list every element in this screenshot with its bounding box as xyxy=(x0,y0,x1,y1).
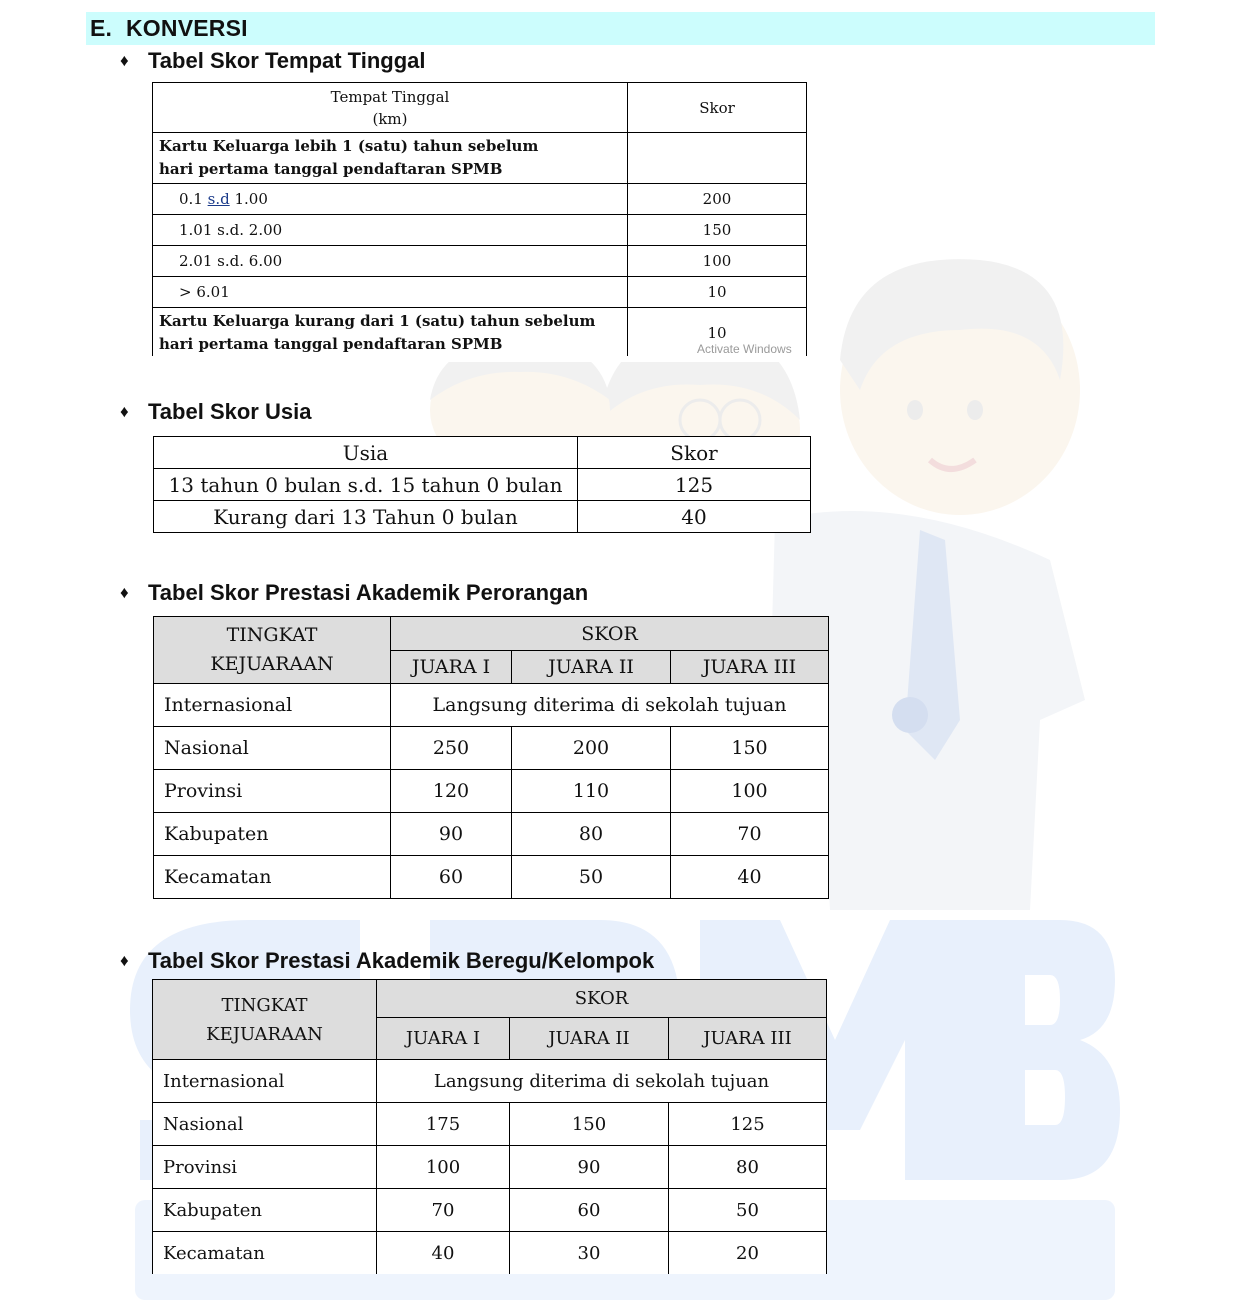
header-juara-2: JUARA II xyxy=(512,651,671,684)
usia-cell: 13 tahun 0 bulan s.d. 15 tahun 0 bulan xyxy=(154,469,578,501)
group2-score: 10 xyxy=(628,308,807,359)
score-cell: 60 xyxy=(391,856,512,899)
table-row xyxy=(154,856,829,899)
header-juara-2: JUARA II xyxy=(510,1018,669,1060)
section-number: E. xyxy=(90,15,113,41)
diamond-bullet-icon: ♦ xyxy=(120,51,129,70)
level-cell: Kecamatan xyxy=(154,856,391,899)
header-juara-1: JUARA I xyxy=(391,651,512,684)
range-0-sd-link: s.d xyxy=(207,190,230,208)
table-row xyxy=(153,184,807,215)
score-cell: 50 xyxy=(669,1189,827,1232)
score-cell: 80 xyxy=(669,1146,827,1189)
score-cell: 20 xyxy=(669,1232,827,1275)
group2-line2: hari pertama tanggal pendaftaran SPMB xyxy=(159,335,503,353)
table-row xyxy=(154,501,811,533)
table-row xyxy=(153,215,807,246)
score-cell: 70 xyxy=(377,1189,510,1232)
table-crop-edge xyxy=(150,356,810,362)
score-cell: 50 xyxy=(512,856,671,899)
score-cell: 150 xyxy=(628,215,807,246)
group-kk-kurang xyxy=(153,308,628,359)
table-row xyxy=(154,813,829,856)
score-cell: 30 xyxy=(510,1232,669,1275)
score-cell: 100 xyxy=(628,246,807,277)
header-line1: Tempat Tinggal xyxy=(330,87,450,106)
header-skor: Skor xyxy=(628,83,807,133)
score-cell: 175 xyxy=(377,1103,510,1146)
score-cell: 125 xyxy=(578,469,811,501)
table-prestasi-beregu xyxy=(152,979,827,1274)
header-tempat-tinggal xyxy=(153,83,628,133)
diamond-bullet-icon: ♦ xyxy=(120,583,129,602)
header-juara-3: JUARA III xyxy=(669,1018,827,1060)
table-row xyxy=(153,277,807,308)
table-row xyxy=(154,469,811,501)
header-skor: SKOR xyxy=(377,980,827,1018)
header-tingkat xyxy=(153,980,377,1060)
score-cell: 80 xyxy=(512,813,671,856)
table-row xyxy=(154,684,829,727)
score-cell: 60 xyxy=(510,1189,669,1232)
group1-line1: Kartu Keluarga lebih 1 (satu) tahun sebelum xyxy=(159,137,539,155)
range-cell: 0.1 s.d 1.00 xyxy=(153,184,628,215)
heading-text: Tabel Skor Tempat Tinggal xyxy=(148,48,426,73)
table-prestasi-perorangan xyxy=(153,616,829,899)
header-juara-3: JUARA III xyxy=(671,651,829,684)
level-cell: Nasional xyxy=(154,727,391,770)
table-row xyxy=(153,1146,827,1189)
score-cell: 110 xyxy=(512,770,671,813)
level-cell: Kecamatan xyxy=(153,1232,377,1275)
level-cell: Kabupaten xyxy=(154,813,391,856)
score-cell: 10 xyxy=(628,277,807,308)
header-skor: SKOR xyxy=(391,617,829,651)
header-line2: (km) xyxy=(372,109,408,128)
heading-text: Tabel Skor Prestasi Akademik Beregu/Kelompok xyxy=(148,948,655,973)
table-tempat-tinggal xyxy=(152,82,807,358)
table-row xyxy=(154,727,829,770)
range-cell: 1.01 s.d. 2.00 xyxy=(153,215,628,246)
header-level-line2: KEJUARAAN xyxy=(206,1023,323,1045)
group1-line2: hari pertama tanggal pendaftaran SPMB xyxy=(159,160,503,178)
score-cell: 40 xyxy=(377,1232,510,1275)
level-cell: Internasional xyxy=(154,684,391,727)
table-row xyxy=(153,1060,827,1103)
heading-prestasi-beregu xyxy=(120,947,654,975)
score-cell: 200 xyxy=(512,727,671,770)
score-cell: 150 xyxy=(671,727,829,770)
header-skor: Skor xyxy=(578,437,811,469)
table-row xyxy=(153,1232,827,1275)
diamond-bullet-icon: ♦ xyxy=(120,402,129,421)
heading-tempat-tinggal xyxy=(120,47,426,75)
group1-score xyxy=(628,133,807,184)
header-level-line2: KEJUARAAN xyxy=(210,653,334,675)
international-note: Langsung diterima di sekolah tujuan xyxy=(391,684,829,727)
table-row xyxy=(154,770,829,813)
range-cell: 2.01 s.d. 6.00 xyxy=(153,246,628,277)
header-juara-1: JUARA I xyxy=(377,1018,510,1060)
score-cell: 150 xyxy=(510,1103,669,1146)
international-note: Langsung diterima di sekolah tujuan xyxy=(377,1060,827,1103)
table-row xyxy=(153,1189,827,1232)
score-cell: 100 xyxy=(671,770,829,813)
diamond-bullet-icon: ♦ xyxy=(120,951,129,970)
heading-text: Tabel Skor Prestasi Akademik Perorangan xyxy=(148,580,589,605)
group2-line1: Kartu Keluarga kurang dari 1 (satu) tahun sebelum xyxy=(159,312,596,330)
usia-cell: Kurang dari 13 Tahun 0 bulan xyxy=(154,501,578,533)
score-cell: 70 xyxy=(671,813,829,856)
score-cell: 250 xyxy=(391,727,512,770)
table-row xyxy=(153,1103,827,1146)
heading-usia xyxy=(120,398,311,426)
header-tingkat xyxy=(154,617,391,684)
heading-text: Tabel Skor Usia xyxy=(148,399,312,424)
header-level-line1: TINGKAT xyxy=(226,624,318,646)
group-kk-lebih xyxy=(153,133,628,184)
header-level-line1: TINGKAT xyxy=(221,994,308,1016)
score-cell: 40 xyxy=(671,856,829,899)
range-cell: > 6.01 xyxy=(153,277,628,308)
level-cell: Internasional xyxy=(153,1060,377,1103)
score-cell: 120 xyxy=(391,770,512,813)
table-usia xyxy=(153,436,811,533)
score-cell: 90 xyxy=(510,1146,669,1189)
score-cell: 200 xyxy=(628,184,807,215)
score-cell: 125 xyxy=(669,1103,827,1146)
level-cell: Nasional xyxy=(153,1103,377,1146)
level-cell: Provinsi xyxy=(153,1146,377,1189)
table-row xyxy=(153,246,807,277)
section-title: KONVERSI xyxy=(126,15,248,41)
header-usia: Usia xyxy=(154,437,578,469)
score-cell: 100 xyxy=(377,1146,510,1189)
level-cell: Provinsi xyxy=(154,770,391,813)
section-header xyxy=(86,12,1155,45)
heading-prestasi-perorangan xyxy=(120,579,588,607)
activate-windows-overlay: Activate Windows xyxy=(697,342,792,356)
level-cell: Kabupaten xyxy=(153,1189,377,1232)
score-cell: 40 xyxy=(578,501,811,533)
score-cell: 90 xyxy=(391,813,512,856)
